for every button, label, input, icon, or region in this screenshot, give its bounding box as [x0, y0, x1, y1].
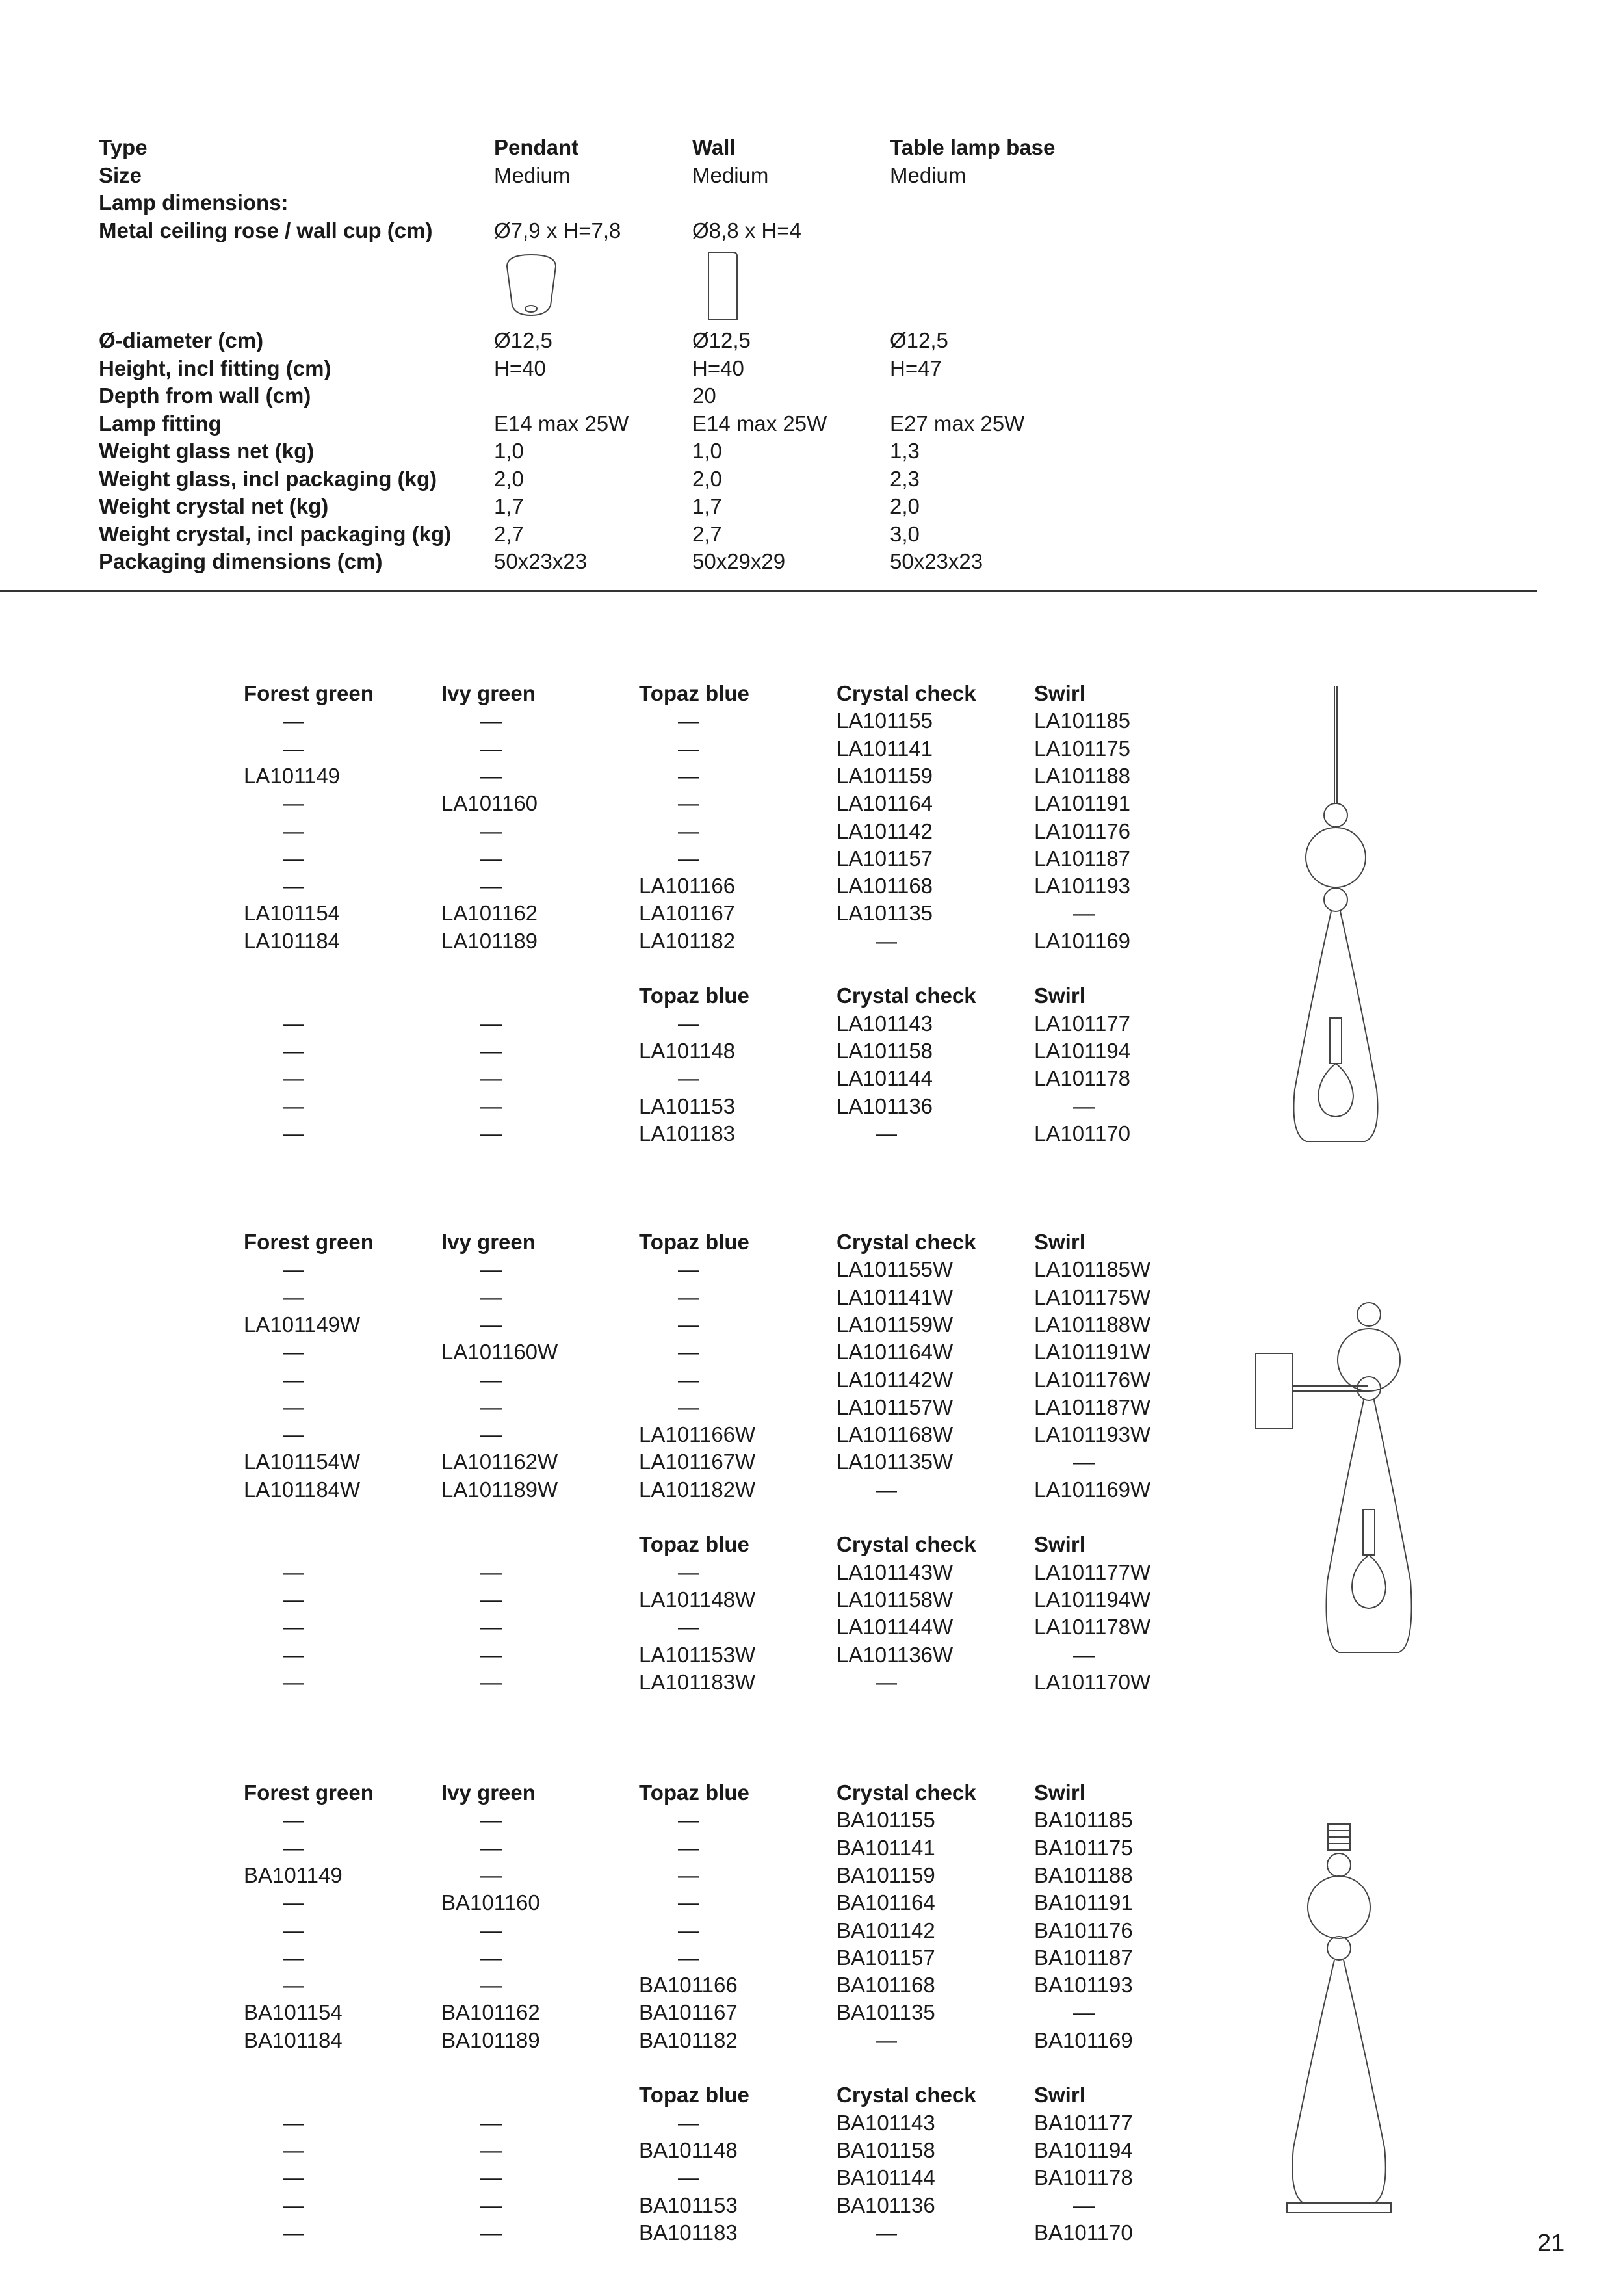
product-code: — — [283, 1587, 304, 1611]
product-code: LA101194 — [1034, 1038, 1131, 1063]
product-code: — — [876, 1121, 897, 1145]
product-code: BA101157 — [837, 1945, 935, 1970]
spec-value: E14 max 25W — [494, 411, 629, 436]
product-code: — — [283, 1340, 304, 1364]
product-code: — — [283, 791, 304, 816]
product-code: LA101167 — [639, 901, 736, 926]
product-code: BA101170 — [1034, 2220, 1133, 2245]
product-code: — — [876, 1477, 897, 1502]
product-code: — — [678, 1011, 699, 1036]
product-code: BA101160 — [441, 1890, 540, 1915]
product-code: — — [283, 2220, 304, 2245]
product-code: LA101159 — [837, 763, 933, 788]
product-code: LA101160 — [441, 791, 538, 816]
spec-label: Depth from wall (cm) — [99, 384, 311, 408]
color-header: Swirl — [1034, 1230, 1085, 1254]
spec-value: Table lamp base — [890, 135, 1056, 159]
product-code: — — [678, 1340, 699, 1364]
spec-label: Lamp dimensions: — [99, 190, 289, 215]
product-code: — — [283, 1890, 304, 1915]
product-code: — — [480, 1394, 502, 1419]
wall-lamp-drawing — [1254, 1269, 1430, 1656]
spec-value: Ø7,9 x H=7,8 — [494, 218, 621, 242]
product-code: LA101136W — [837, 1642, 954, 1667]
spec-value: Wall — [692, 135, 736, 159]
product-code: LA101167W — [639, 1450, 756, 1474]
spec-label: Ø-diameter (cm) — [99, 328, 264, 352]
product-code: BA101169 — [1034, 2028, 1133, 2052]
product-code: — — [480, 709, 502, 733]
table-lamp-drawing — [1284, 1823, 1394, 2216]
product-code: — — [876, 2028, 897, 2052]
spec-value: 50x29x29 — [692, 549, 786, 573]
product-code: LA101160W — [441, 1340, 558, 1364]
spec-label: Weight glass, incl packaging (kg) — [99, 466, 437, 491]
product-code: — — [678, 1285, 699, 1309]
product-code: LA101166W — [639, 1422, 756, 1447]
product-code: — — [283, 1973, 304, 1998]
product-code: — — [678, 709, 699, 733]
product-code: — — [480, 1285, 502, 1309]
product-code: LA101135W — [837, 1450, 954, 1474]
product-code: LA101187 — [1034, 846, 1131, 870]
product-code: LA101166 — [639, 874, 736, 898]
product-code: BA101155 — [837, 1808, 935, 1833]
spec-label: Packaging dimensions (cm) — [99, 549, 383, 573]
product-code: LA101175W — [1034, 1285, 1151, 1309]
product-code: — — [480, 1038, 502, 1063]
product-code: LA101182 — [639, 928, 736, 953]
product-code: LA101136 — [837, 1093, 933, 1118]
product-code: LA101158W — [837, 1587, 954, 1611]
product-code: LA101153 — [639, 1093, 736, 1118]
spec-value: 1,0 — [494, 439, 524, 463]
spec-label: Height, incl fitting (cm) — [99, 356, 331, 380]
product-code: — — [480, 1312, 502, 1337]
product-code: — — [283, 1808, 304, 1833]
spec-value: 2,3 — [890, 466, 920, 491]
product-code: — — [678, 1394, 699, 1419]
product-code: BA101189 — [441, 2028, 540, 2052]
product-code: BA101191 — [1034, 1890, 1133, 1915]
product-code: — — [876, 928, 897, 953]
product-code: — — [283, 736, 304, 761]
product-code: — — [283, 846, 304, 870]
product-code: BA101194 — [1034, 2137, 1133, 2162]
pendant-lamp-drawing — [1287, 686, 1384, 1145]
product-code: — — [283, 1642, 304, 1667]
product-code: BA101135 — [837, 2000, 935, 2025]
product-code: — — [678, 1862, 699, 1887]
product-code: BA101148 — [639, 2137, 738, 2162]
product-code: — — [283, 1066, 304, 1091]
ceiling-rose-icon — [504, 254, 562, 319]
product-code: LA101144 — [837, 1066, 933, 1091]
product-code: LA101162W — [441, 1450, 558, 1474]
product-code: — — [480, 1093, 502, 1118]
color-header: Crystal check — [837, 681, 976, 705]
color-header: Crystal check — [837, 1230, 976, 1254]
color-header: Swirl — [1034, 1532, 1085, 1557]
product-code: — — [678, 1559, 699, 1584]
spec-label: Weight crystal net (kg) — [99, 494, 329, 518]
spec-value: Ø12,5 — [890, 328, 948, 352]
spec-value: 2,0 — [494, 466, 524, 491]
color-header: Ivy green — [441, 1781, 536, 1805]
color-header: Crystal check — [837, 2083, 976, 2107]
spec-value: 20 — [692, 384, 716, 408]
product-code: — — [1073, 1642, 1095, 1667]
spec-label: Weight crystal, incl packaging (kg) — [99, 521, 452, 546]
product-code: — — [283, 1918, 304, 1942]
color-header: Topaz blue — [639, 1532, 749, 1557]
product-code: — — [480, 2110, 502, 2135]
product-code: — — [1073, 2000, 1095, 2025]
spec-value: H=47 — [890, 356, 942, 380]
product-code: LA101185 — [1034, 709, 1131, 733]
color-header: Swirl — [1034, 984, 1085, 1008]
product-code: BA101185 — [1034, 1808, 1133, 1833]
product-code: LA101154 — [244, 901, 341, 926]
product-code: LA101177 — [1034, 1011, 1131, 1036]
product-code: — — [1073, 901, 1095, 926]
spec-value: Ø12,5 — [692, 328, 751, 352]
product-code: LA101157 — [837, 846, 933, 870]
product-code: — — [480, 1945, 502, 1970]
product-code: LA101187W — [1034, 1394, 1151, 1419]
product-code: BA101168 — [837, 1973, 935, 1998]
product-code: BA101184 — [244, 2028, 343, 2052]
product-code: BA101159 — [837, 1862, 935, 1887]
spec-value: 1,7 — [692, 494, 722, 518]
spec-value: H=40 — [494, 356, 546, 380]
product-code: — — [678, 2110, 699, 2135]
product-code: — — [283, 1945, 304, 1970]
product-code: — — [678, 1890, 699, 1915]
product-code: LA101155W — [837, 1257, 954, 1282]
product-code: BA101142 — [837, 1918, 935, 1942]
spec-value: 2,0 — [692, 466, 722, 491]
product-code: — — [480, 2193, 502, 2217]
spec-value: E27 max 25W — [890, 411, 1025, 436]
color-header: Crystal check — [837, 984, 976, 1008]
product-code: LA101164 — [837, 791, 933, 816]
product-code: — — [283, 1257, 304, 1282]
product-code: — — [678, 1945, 699, 1970]
spec-value: Ø12,5 — [494, 328, 552, 352]
product-code: — — [283, 1367, 304, 1392]
product-code: LA101164W — [837, 1340, 954, 1364]
product-code: — — [480, 1587, 502, 1611]
product-code: BA101136 — [837, 2193, 935, 2217]
product-code: LA101189 — [441, 928, 538, 953]
product-code: — — [678, 1808, 699, 1833]
product-code: LA101183 — [639, 1121, 736, 1145]
product-code: LA101142 — [837, 818, 933, 843]
spec-value: Pendant — [494, 135, 579, 159]
color-header: Forest green — [244, 1781, 374, 1805]
product-code: LA101178W — [1034, 1615, 1151, 1639]
product-code: LA101182W — [639, 1477, 756, 1502]
product-code: LA101141W — [837, 1285, 954, 1309]
color-header: Crystal check — [837, 1781, 976, 1805]
product-code: — — [283, 1422, 304, 1447]
product-code: — — [480, 818, 502, 843]
spec-label: Weight glass net (kg) — [99, 439, 315, 463]
product-code: — — [480, 1973, 502, 1998]
product-code: BA101141 — [837, 1835, 935, 1860]
color-header: Swirl — [1034, 2083, 1085, 2107]
product-code: BA101187 — [1034, 1945, 1133, 1970]
product-code: — — [283, 2137, 304, 2162]
product-code: — — [678, 1066, 699, 1091]
product-code: — — [480, 1011, 502, 1036]
product-code: — — [678, 2165, 699, 2190]
spec-value: 3,0 — [890, 521, 920, 546]
product-code: — — [283, 1394, 304, 1419]
product-code: LA101176 — [1034, 818, 1131, 843]
color-header: Swirl — [1034, 1781, 1085, 1805]
product-code: — — [1073, 1450, 1095, 1474]
product-code: LA101141 — [837, 736, 933, 761]
spec-value: 1,0 — [692, 439, 722, 463]
product-code: LA101176W — [1034, 1367, 1151, 1392]
color-header: Forest green — [244, 681, 374, 705]
product-code: — — [678, 818, 699, 843]
product-code: BA101188 — [1034, 1862, 1133, 1887]
product-code: LA101157W — [837, 1394, 954, 1419]
color-header: Topaz blue — [639, 984, 749, 1008]
product-code: — — [480, 1121, 502, 1145]
spec-value: 50x23x23 — [890, 549, 983, 573]
product-code: LA101177W — [1034, 1559, 1151, 1584]
product-code: BA101166 — [639, 1973, 738, 1998]
product-code: LA101144W — [837, 1615, 954, 1639]
product-code: BA101178 — [1034, 2165, 1133, 2190]
product-code: BA101149 — [244, 1862, 343, 1887]
product-code: LA101193 — [1034, 874, 1131, 898]
product-code: — — [678, 763, 699, 788]
product-code: LA101149 — [244, 763, 341, 788]
product-code: LA101178 — [1034, 1066, 1131, 1091]
product-code: — — [480, 763, 502, 788]
product-code: — — [283, 1093, 304, 1118]
spec-value: 2,0 — [890, 494, 920, 518]
product-code: — — [283, 1669, 304, 1694]
product-code: — — [1073, 2193, 1095, 2217]
product-code: LA101185W — [1034, 1257, 1151, 1282]
product-code: LA101175 — [1034, 736, 1131, 761]
spec-value: Medium — [890, 163, 967, 187]
product-code: — — [678, 1312, 699, 1337]
product-code: — — [678, 1615, 699, 1639]
product-code: — — [480, 874, 502, 898]
product-code: LA101158 — [837, 1038, 933, 1063]
product-code: LA101159W — [837, 1312, 954, 1337]
product-code: LA101135 — [837, 901, 933, 926]
product-code: LA101170W — [1034, 1669, 1151, 1694]
product-code: — — [678, 1835, 699, 1860]
product-code: LA101189W — [441, 1477, 558, 1502]
product-code: LA101193W — [1034, 1422, 1151, 1447]
spec-value: Ø8,8 x H=4 — [692, 218, 801, 242]
product-code: — — [283, 1285, 304, 1309]
product-code: — — [1073, 1093, 1095, 1118]
product-code: LA101170 — [1034, 1121, 1131, 1145]
product-code: — — [480, 1642, 502, 1667]
product-code: BA101176 — [1034, 1918, 1133, 1942]
product-code: — — [283, 1615, 304, 1639]
product-code: LA101155 — [837, 709, 933, 733]
product-code: BA101193 — [1034, 1973, 1133, 1998]
spec-value: Medium — [692, 163, 769, 187]
product-code: — — [876, 1669, 897, 1694]
product-code: — — [678, 846, 699, 870]
color-header: Ivy green — [441, 1230, 536, 1254]
product-code: BA101177 — [1034, 2110, 1133, 2135]
color-header: Crystal check — [837, 1532, 976, 1557]
product-code: — — [283, 1121, 304, 1145]
product-code: — — [283, 2165, 304, 2190]
product-code: — — [480, 1835, 502, 1860]
product-code: LA101183W — [639, 1669, 756, 1694]
product-code: LA101194W — [1034, 1587, 1151, 1611]
product-code: — — [283, 2110, 304, 2135]
color-header: Topaz blue — [639, 1781, 749, 1805]
product-code: LA101153W — [639, 1642, 756, 1667]
product-code: BA101144 — [837, 2165, 935, 2190]
product-code: — — [480, 1257, 502, 1282]
product-code: — — [678, 736, 699, 761]
spec-value: 1,3 — [890, 439, 920, 463]
color-header: Ivy green — [441, 681, 536, 705]
product-code: — — [283, 1559, 304, 1584]
product-code: LA101169W — [1034, 1477, 1151, 1502]
product-code: LA101184 — [244, 928, 341, 953]
product-code: LA101149W — [244, 1312, 361, 1337]
product-code: BA101164 — [837, 1890, 935, 1915]
product-code: — — [480, 1066, 502, 1091]
spec-value: 2,7 — [692, 521, 722, 546]
product-code: BA101182 — [639, 2028, 738, 2052]
product-code: — — [480, 1918, 502, 1942]
product-code: — — [480, 2220, 502, 2245]
product-code: — — [480, 1615, 502, 1639]
color-header: Topaz blue — [639, 681, 749, 705]
product-code: LA101169 — [1034, 928, 1131, 953]
product-code: — — [480, 736, 502, 761]
product-code: — — [283, 874, 304, 898]
product-code: BA101162 — [441, 2000, 540, 2025]
product-code: BA101154 — [244, 2000, 343, 2025]
product-code: LA101142W — [837, 1367, 954, 1392]
product-code: — — [283, 818, 304, 843]
product-code: — — [480, 1422, 502, 1447]
wall-cup-icon — [707, 251, 740, 322]
page-number: 21 — [1537, 2230, 1565, 2257]
product-code: — — [283, 709, 304, 733]
product-code: — — [678, 1367, 699, 1392]
product-code: BA101158 — [837, 2137, 935, 2162]
product-code: — — [480, 1862, 502, 1887]
product-code: — — [283, 1011, 304, 1036]
spec-value: Medium — [494, 163, 571, 187]
color-header: Forest green — [244, 1230, 374, 1254]
product-code: LA101168 — [837, 874, 933, 898]
spec-value: E14 max 25W — [692, 411, 827, 436]
product-code: LA101148W — [639, 1587, 756, 1611]
product-code: BA101143 — [837, 2110, 935, 2135]
product-code: — — [480, 846, 502, 870]
product-code: — — [283, 1835, 304, 1860]
product-code: LA101162 — [441, 901, 538, 926]
spec-value: H=40 — [692, 356, 744, 380]
spec-label: Type — [99, 135, 148, 159]
spec-value: 1,7 — [494, 494, 524, 518]
product-code: — — [876, 2220, 897, 2245]
product-code: LA101184W — [244, 1477, 361, 1502]
spec-label: Metal ceiling rose / wall cup (cm) — [99, 218, 433, 242]
divider — [0, 590, 1537, 592]
product-code: — — [480, 2165, 502, 2190]
product-code: — — [678, 791, 699, 816]
product-code: LA101143 — [837, 1011, 933, 1036]
product-code: LA101143W — [837, 1559, 954, 1584]
spec-label: Size — [99, 163, 142, 187]
product-code: BA101153 — [639, 2193, 738, 2217]
spec-label: Lamp fitting — [99, 411, 222, 436]
product-code: — — [678, 1257, 699, 1282]
product-code: BA101175 — [1034, 1835, 1133, 1860]
color-header: Topaz blue — [639, 1230, 749, 1254]
product-code: LA101148 — [639, 1038, 736, 1063]
product-code: — — [283, 1038, 304, 1063]
product-code: LA101191W — [1034, 1340, 1151, 1364]
color-header: Topaz blue — [639, 2083, 749, 2107]
spec-value: 2,7 — [494, 521, 524, 546]
product-code: — — [283, 2193, 304, 2217]
product-code: — — [480, 1669, 502, 1694]
product-code: LA101188 — [1034, 763, 1131, 788]
product-code: — — [480, 1559, 502, 1584]
product-code: LA101154W — [244, 1450, 361, 1474]
product-code: BA101167 — [639, 2000, 738, 2025]
product-code: — — [480, 1367, 502, 1392]
product-code: — — [480, 1808, 502, 1833]
color-header: Swirl — [1034, 681, 1085, 705]
product-code: — — [678, 1918, 699, 1942]
product-code: — — [480, 2137, 502, 2162]
product-code: BA101183 — [639, 2220, 738, 2245]
product-code: LA101191 — [1034, 791, 1131, 816]
product-code: LA101188W — [1034, 1312, 1151, 1337]
product-code: LA101168W — [837, 1422, 954, 1447]
spec-value: 50x23x23 — [494, 549, 588, 573]
